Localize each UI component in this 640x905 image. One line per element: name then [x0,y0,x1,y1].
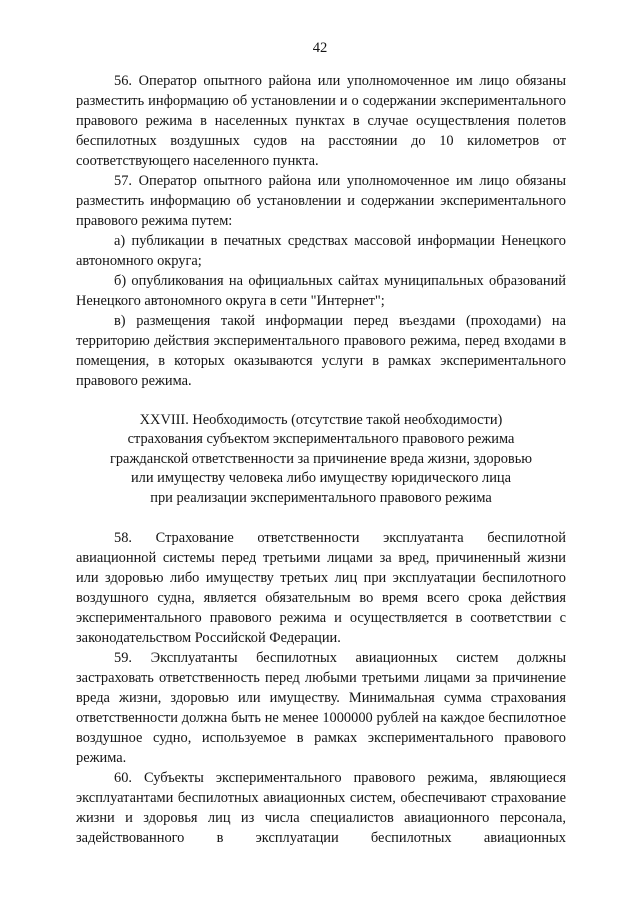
page-number: 42 [312,40,328,56]
paragraph-60: 60. Субъекты экспериментального правового режима, являющиеся эксплуатантами беспилотных авиационных систем, обеспечивают страхование жизни и здоровья лиц из числа специалистов авиационного персонала, задействованного в эксплуатации беспилотных авиационных [76,770,566,847]
paragraph-57-v: в) размещения такой информации перед въездами (проходами) на территорию действия экспериментального правового режима, перед входами в помещения, в которых оказываются услуги в рамках экспериментального правового режима. [76,313,566,389]
heading-line: или имуществу человека либо имуществу юридического лица [130,470,512,487]
paragraph-59: 59. Эксплуатанты беспилотных авиационных систем должны застраховать ответственность перед любыми третьими лицами за причинение вреда жизни, здоровью или имуществу. Минимальная сумма страхования ответственности должна быть не менее 1000000 рублей на каждое беспилотное воздушное судно, используемое в рамках экспериментального правового режима. [76,650,566,767]
heading-line: гражданской ответственности за причинение вреда жизни, здоровью [109,450,533,467]
heading-line: при реализации экспериментального правового режима [150,489,492,506]
paragraph-57: 57. Оператор опытного района или уполномоченное им лицо обязаны разместить информацию об установлении и содержании экспериментального правового режима путем: [76,173,566,229]
document-body [76,71,566,848]
heading-line: XXVIII. Необходимость (отсутствие такой необходимости) [139,412,503,428]
heading-line: страхования субъектом экспериментального правового режима [127,431,515,448]
paragraph-56: 56. Оператор опытного района или уполномоченное им лицо обязаны разместить информацию об установлении и о содержании экспериментального правового режима в населенных пунктах в случае осуществления полетов беспилотных воздушных судов на расстоянии до 10 километров от соответствующего населенного пункта. [76,73,566,169]
paragraph-58: 58. Страхование ответственности эксплуатанта беспилотной авиационной системы перед третьими лицами за вред, причиненный жизни или здоровью либо имуществу третьих лиц при эксплуатации беспилотного воздушного судна, является обязательным во время всего срока действия экспериментального правового режима и осуществляется в соответствии с законодательством Российской Федерации. [76,530,566,647]
section-heading-xxviii [76,411,566,508]
paragraph-57-b: б) опубликования на официальных сайтах муниципальных образований Ненецкого автономного округа в сети "Интернет"; [76,273,566,309]
paragraph-57-a: а) публикации в печатных средствах массовой информации Ненецкого автономного округа; [76,233,566,269]
